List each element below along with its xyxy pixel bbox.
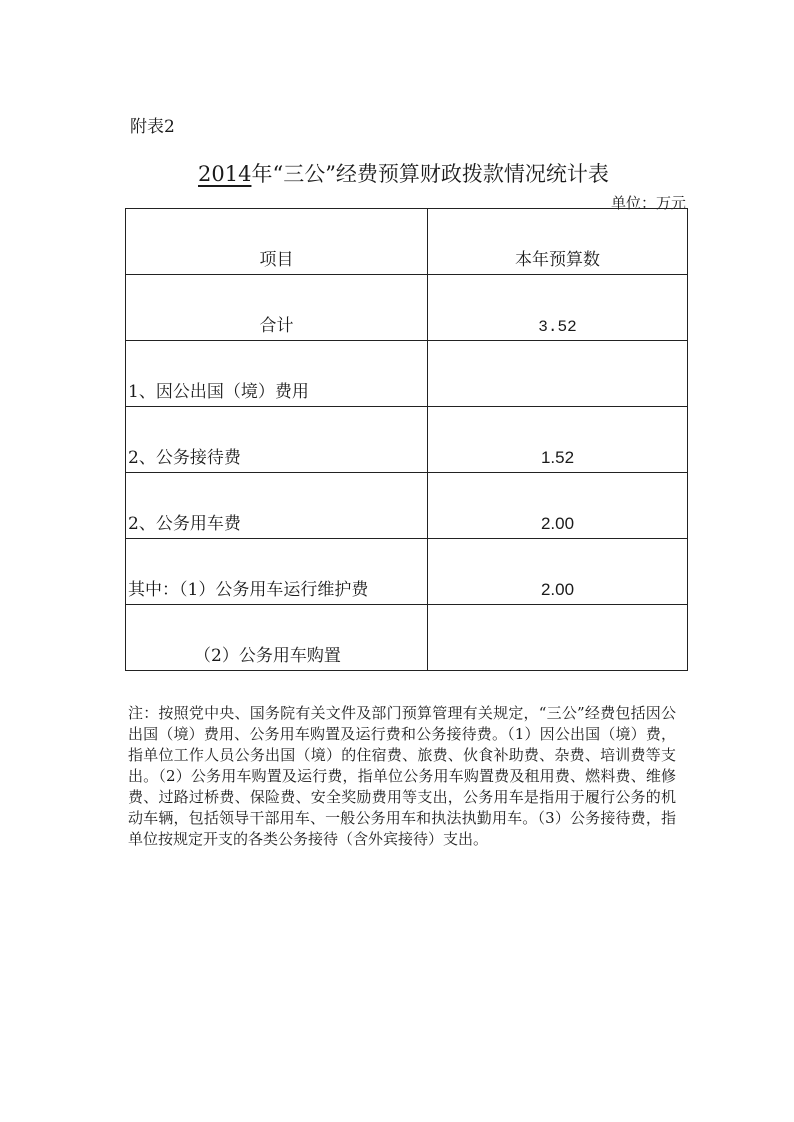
budget-table [125,208,688,671]
table-row [126,341,688,407]
title-year: 2014 [198,162,252,186]
attachment-label: 附表2 [130,117,175,137]
row-item: 2、公务用车费 [126,473,428,539]
row-item: 2、公务接待费 [126,407,428,473]
row-value [428,341,688,407]
table-row [126,539,688,605]
table-header-row [126,209,688,275]
footnote: 注：按照党中央、国务院有关文件及部门预算管理有关规定，“三公”经费包括因公出国（境）费用、公务用车购置及运行费和公务接待费。（1）因公出国（境）费，指单位工作人员公务出国（境）的住宿费、旅费、伙食补助费、杂费、培训费等支出。（2）公务用车购置及运行费，指单位公务用车购置费及租用费、燃料费、维修费、过路过桥费、保险费、安全奖励费用等支出，公务用车是指用于履行公务的机动车辆，包括领导干部用车、一般公务用车和执法执勤用车。（3）公务接待费，指单位按规定开支的各类公务接待（含外宾接待）支出。 [128,704,676,848]
row-value: 2.00 [428,473,688,539]
table-row [126,407,688,473]
header-item: 项目 [126,209,428,275]
document-title [186,158,609,188]
table-row [126,473,688,539]
row-item: 1、因公出国（境）费用 [126,341,428,407]
row-item: 合计 [126,275,428,341]
row-value: 1.52 [428,407,688,473]
row-value: 3.52 [428,275,688,341]
header-budget: 本年预算数 [428,209,688,275]
row-value [428,605,688,671]
title-text: 年“三公”经费预算财政拨款情况统计表 [251,162,609,186]
row-item: 其中：（1）公务用车运行维护费 [126,539,428,605]
row-item: （2）公务用车购置 [126,605,428,671]
table-row [126,605,688,671]
row-value: 2.00 [428,539,688,605]
unit-label: 单位：万元 [610,194,686,212]
table-row [126,275,688,341]
